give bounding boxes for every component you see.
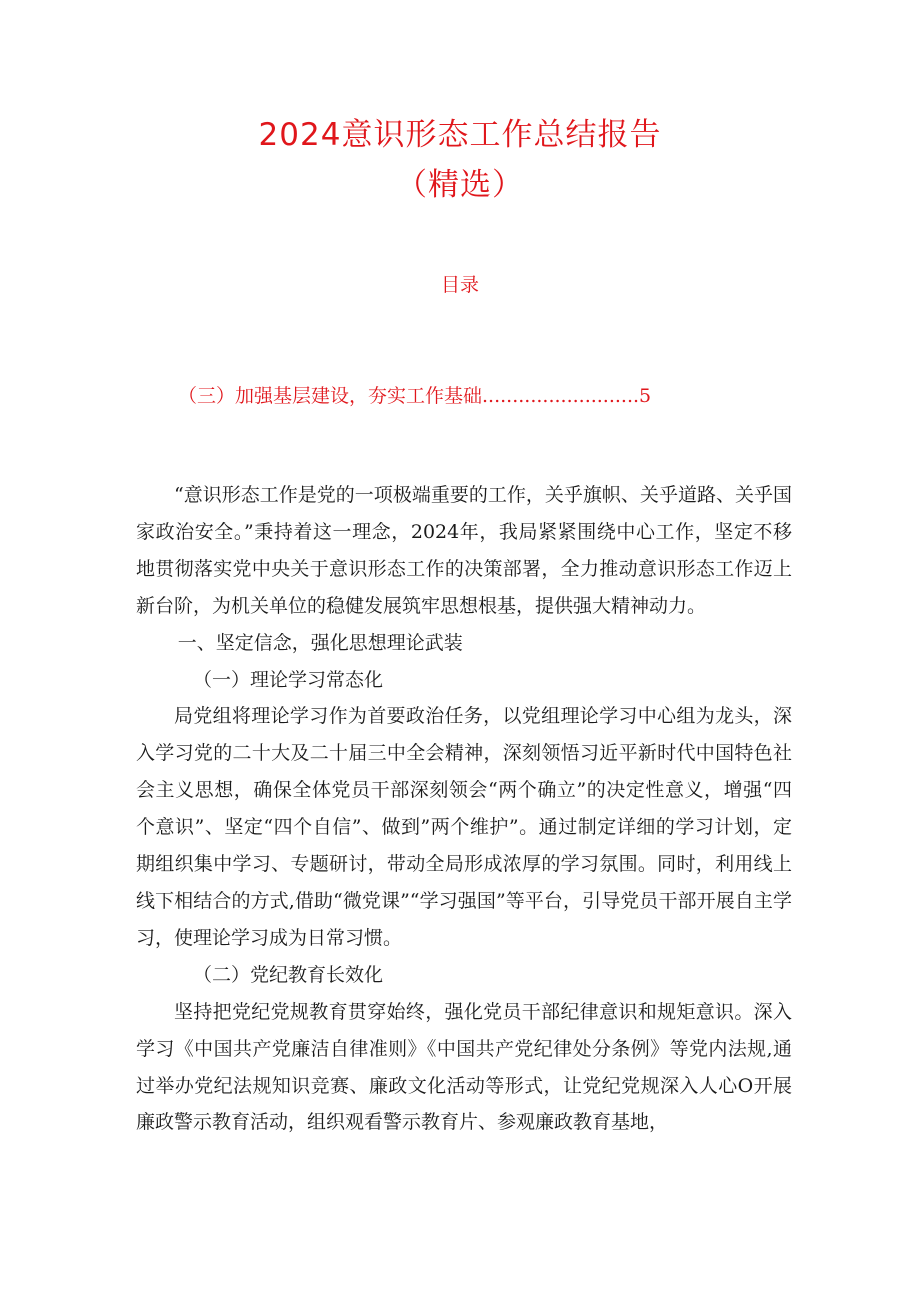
subsection-heading: （一）理论学习常态化 bbox=[193, 668, 384, 691]
body-paragraph: 坚持把党纪党规教育贯穿始终，强化党员干部纪律意识和规矩意识。深入学习《中国共产党廉洁自律准则》《中国共产党纪律处分条例》等党内法规,通过举办党纪法规知识竞赛、廉政文化活动等形式，让党纪党规深入人心O开展廉政警示教育活动，组织观看警示教育片、参观廉政教育基地， bbox=[136, 1000, 792, 1134]
document-subtitle: （精选） bbox=[396, 167, 524, 203]
toc-entry[interactable] bbox=[178, 387, 778, 406]
toc-heading: 目录 bbox=[440, 274, 479, 296]
document-title: 2024意识形态工作总结报告 bbox=[258, 117, 662, 153]
section-heading: 一、坚定信念，强化思想理论武装 bbox=[177, 631, 463, 654]
subsection-heading: （二）党纪教育长效化 bbox=[193, 963, 384, 986]
document-body bbox=[136, 477, 792, 1141]
toc-entry-leader: .......................... bbox=[482, 385, 640, 407]
intro-paragraph: “意识形态工作是党的一项极端重要的工作，关乎旗帜、关乎道路、关乎国家政治安全。”秉持着这一理念，2024年，我局紧紧围绕中心工作，坚定不移地贯彻落实党中央关于意识形态工作的决策部署，全力推动意识形态工作迈上新台阶，为机关单位的稳健发展筑牢思想根基，提供强大精神动力。 bbox=[136, 484, 792, 617]
toc-entry-label: （三）加强基层建设，夯实工作基础 bbox=[178, 385, 483, 407]
body-paragraph: 局党组将理论学习作为首要政治任务，以党组理论学习中心组为龙头，深入学习党的二十大及二十届三中全会精神，深刻领悟习近平新时代中国特色社会主义思想，确保全体党员干部深刻领会“两个确立”的决定性意义，增强“四个意识”、坚定“四个自信”、做到”两个维护”。通过制定详细的学习计划，定期组织集中学习、专题研讨，带动全局形成浓厚的学习氛围。同时，利用线上线下相结合的方式,借助“微党课”“学习强国”等平台，引导党员干部开展自主学习，使理论学习成为日常习惯。 bbox=[136, 705, 792, 949]
toc-entry-page: 5 bbox=[639, 385, 652, 407]
